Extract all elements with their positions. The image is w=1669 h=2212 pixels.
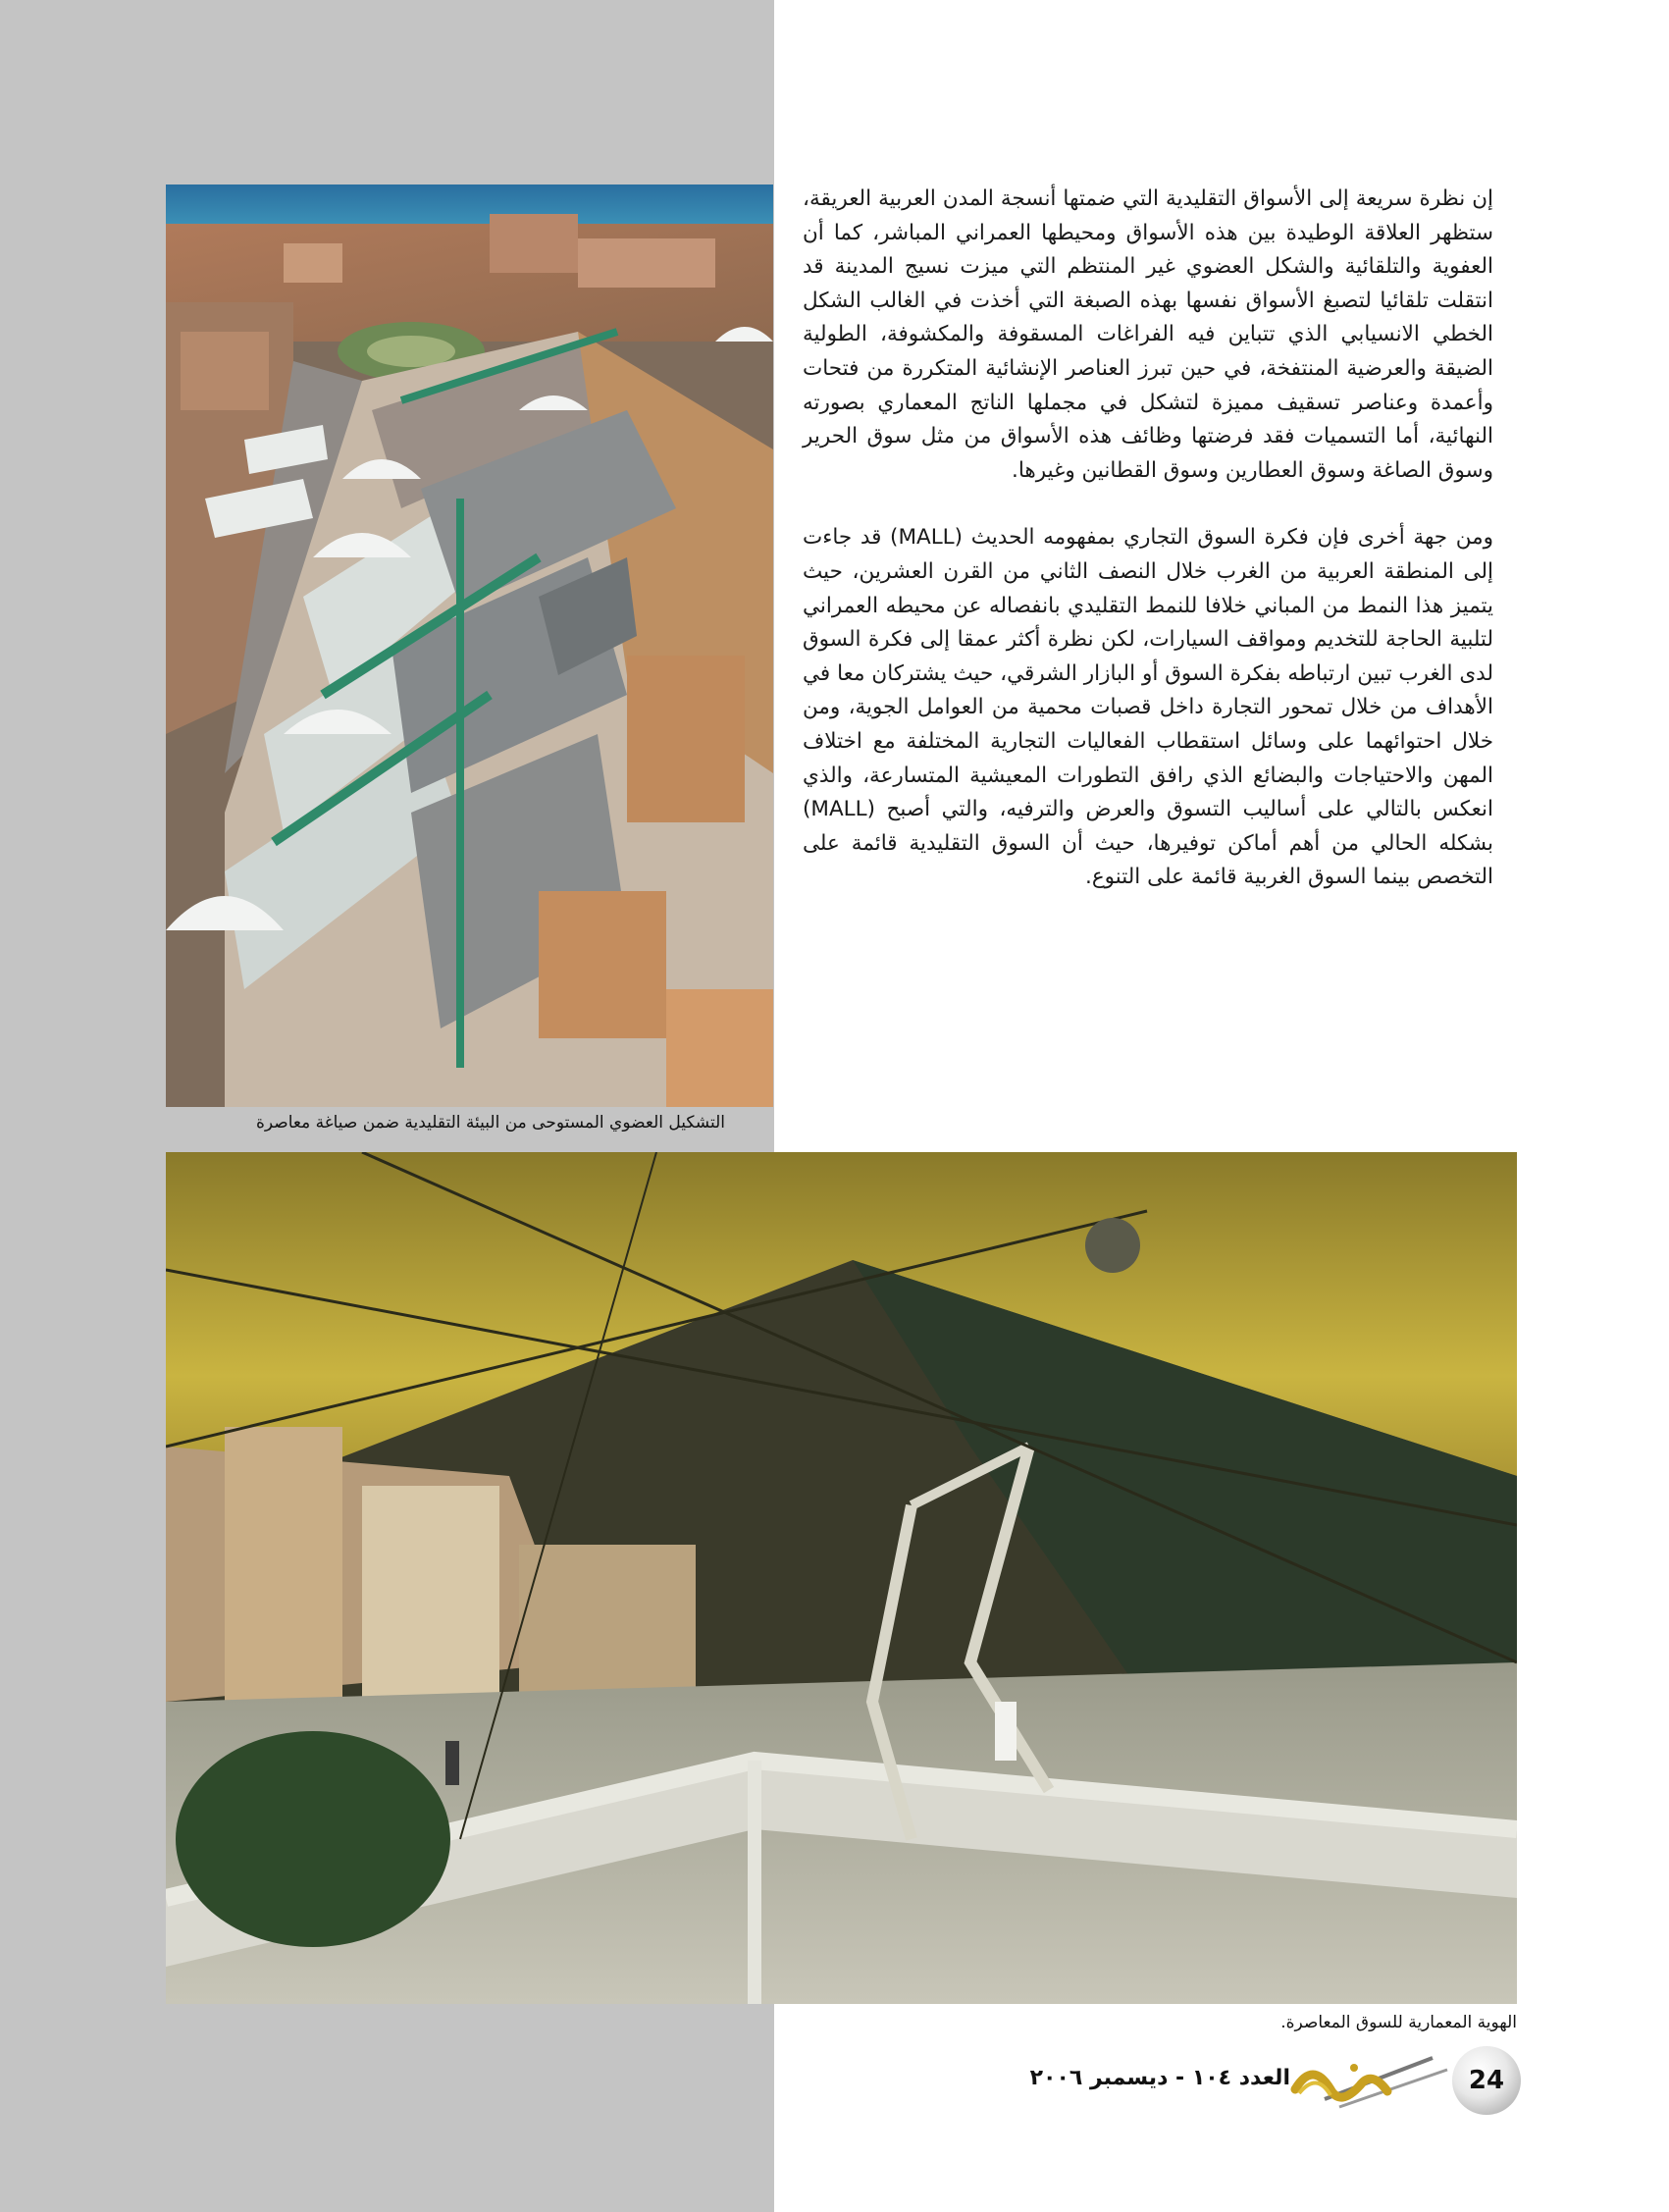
article-body [803, 183, 1493, 895]
article-paragraph: إن نظرة سريعة إلى الأسواق التقليدية التي ضمتها أنسجة المدن العربية العريقة، ستظهر العلاقة الوطيدة بين هذه الأسواق ومحيطها العمراني المباشر، كما أن العفوية والتلقائية والشكل العضوي غير المنتظم التي ميزت نسيج المدينة قد انتقلت تلقائيا لتصبغ الأسواق نفسها بهذه الصبغة التي أخذت في الغالب الشكل الخطي الانسيابي الذي تتباين فيه الفراغات المسقوفة والمكشوفة، الطولية الضيقة والعرضية المنتفخة، في حين تبرز العناصر الإنشائية المتكررة من فتحات وأعمدة وعناصر تسقيف مميزة لتشكل في مجملها الناتج المعماري بصورته النهائية، أما التسميات فقد فرضتها وظائف هذه الأسواق من مثل سوق الحرير وسوق الصاغة وسوق العطارين وسوق القطانين وغيرها. [803, 186, 1493, 483]
article-paragraph: ومن جهة أخرى فإن فكرة السوق التجاري بمفهومه الحديث (MALL) قد جاءت إلى المنطقة العربية من الغرب خلال النصف الثاني من القرن العشرين، حيث يتميز هذا النمط من المباني خلافا للنمط التقليدي بانفصاله عن محيطه العمراني لتلبية الحاجة للتخديم ومواقف السيارات، لكن نظرة أكثر عمقا إلى فكرة السوق لدى الغرب تبين ارتباطه بفكرة السوق أو البازار الشرقي، حيث يشتركان معا في الأهداف من خلال تمحور التجارة داخل قصبات محمية من العوامل الجوية، ومن خلال احتوائهما على وسائل استقطاب الفعاليات التجارية المختلفة مع اختلاف المهن والاحتياجات والبضائع الذي رافق التطورات المعيشية المتسارعة، والذي انعكس بالتالي على أساليب التسوق والعرض والترفيه، والتي أصبح (MALL) بشكله الحالي من أهم أماكن توفيرها، حيث أن السوق التقليدية قائمة على التخصص بينما السوق الغربية قائمة على التنوع. [803, 525, 1493, 890]
page-number-badge: 24 [1452, 2046, 1521, 2115]
issue-info: العدد ١٠٤ - ديسمبر ٢٠٠٦ [1029, 2066, 1290, 2090]
magazine-logo-icon [1285, 2050, 1452, 2113]
interior-photo-caption: الهوية المعمارية للسوق المعاصرة. [1280, 2013, 1517, 2032]
aerial-mall-photo [166, 184, 773, 1107]
mall-interior-photo [166, 1152, 1517, 2004]
aerial-photo-caption: التشكيل العضوي المستوحى من البيئة التقليدية ضمن صياغة معاصرة [255, 1113, 725, 1132]
page-footer [1020, 2046, 1550, 2125]
